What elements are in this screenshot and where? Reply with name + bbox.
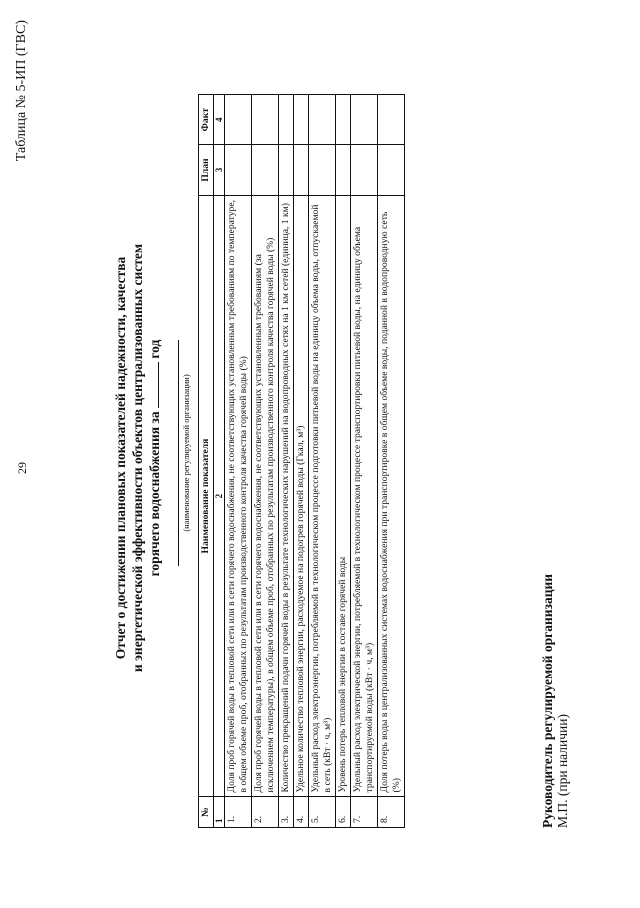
row-plan-value xyxy=(351,145,378,195)
row-indicator-name: Удельный расход электроэнергии, потребляемой в технологическом процессе подготовки питьевой воды на единицу объема воды, отпускаемой в сеть (кВт · ч, м³) xyxy=(309,195,336,797)
table-row xyxy=(252,95,279,828)
row-plan-value xyxy=(378,145,405,195)
table-row xyxy=(351,95,378,828)
row-indicator-name: Количество прекращений подачи горячей воды в результате технологических нарушений на водопроводных сетях на 1 км сетей (единица, 1 км) xyxy=(279,195,294,797)
index-cell: 2 xyxy=(214,195,225,797)
row-indicator-name: Доля потерь воды в централизованных системах водоснабжения при транспортировке в общем объеме воды, поданной в водопроводную сеть (%) xyxy=(378,195,405,797)
signature-head: Руководитель регулируемой организации xyxy=(540,573,555,828)
table-label: Таблица № 5-ИП (ГВС) xyxy=(14,20,29,162)
title-line-3 xyxy=(146,178,163,738)
indicators-table xyxy=(198,94,405,828)
index-cell: 3 xyxy=(214,145,225,195)
row-fact-value xyxy=(252,95,279,145)
row-indicator-name: Уровень потерь тепловой энергии в составе горячей воды xyxy=(336,195,351,797)
page-number: 29 xyxy=(15,462,29,474)
row-number: 6. xyxy=(336,797,351,828)
index-cell: 1 xyxy=(214,797,225,828)
signature-block xyxy=(540,574,570,828)
row-fact-value xyxy=(309,95,336,145)
title-line-2: и энергетической эффективности объектов централизованных систем xyxy=(130,243,145,673)
row-number: 3. xyxy=(279,797,294,828)
header-plan: План xyxy=(199,145,214,195)
table-index-row xyxy=(214,95,225,828)
year-blank xyxy=(147,362,159,408)
index-cell: 4 xyxy=(214,95,225,145)
header-number: № xyxy=(199,797,214,828)
row-indicator-name: Удельный расход электрической энергии, потребляемой в технологическом процессе транспортировки питьевой воды, на единицу объема транспортируемой воды (кВт · ч, м³) xyxy=(351,195,378,797)
row-number: 1. xyxy=(225,797,252,828)
table-row xyxy=(309,95,336,828)
row-fact-value xyxy=(294,95,309,145)
seal-note: М.П. (при наличии) xyxy=(555,714,570,828)
row-plan-value xyxy=(336,145,351,195)
title-line-3-end: год xyxy=(147,339,162,359)
row-plan-value xyxy=(225,145,252,195)
table-row xyxy=(378,95,405,828)
table-row xyxy=(225,95,252,828)
table-row xyxy=(336,95,351,828)
title-line-1: Отчет о достижении плановых показателей надежности, качества xyxy=(113,256,128,660)
title-line-3-start: горячего водоснабжения за xyxy=(147,411,162,577)
row-number: 5. xyxy=(309,797,336,828)
header-fact: Факт xyxy=(199,95,214,145)
row-number: 8. xyxy=(378,797,405,828)
row-indicator-name: Доля проб горячей воды в тепловой сети или в сети горячего водоснабжения, не соответствующих установленным требованиям по температуре, в общем объеме проб, отобранных по результатам производственного контроля качества горячей воды (%) xyxy=(225,195,252,797)
row-plan-value xyxy=(252,145,279,195)
row-number: 2. xyxy=(252,797,279,828)
table-row xyxy=(279,95,294,828)
row-fact-value xyxy=(336,95,351,145)
row-fact-value xyxy=(279,95,294,145)
org-name-line xyxy=(178,340,179,566)
row-indicator-name: Удельное количество тепловой энергии, расходуемое на подогрев горячей воды (Гкал, м³) xyxy=(294,195,309,797)
row-plan-value xyxy=(294,145,309,195)
table-header-row xyxy=(199,95,214,828)
row-number: 7. xyxy=(351,797,378,828)
row-number: 4. xyxy=(294,797,309,828)
row-fact-value xyxy=(378,95,405,145)
row-plan-value xyxy=(279,145,294,195)
table-row xyxy=(294,95,309,828)
row-indicator-name: Доля проб горячей воды в тепловой сети или в сети горячего водоснабжения, не соответствующих установленным требованиям (за исключением температуры), в общем объеме проб, отобранных по результатам производственного контроля качества горячей воды (%) xyxy=(252,195,279,797)
report-title xyxy=(112,178,163,738)
header-name: Наименование показателя xyxy=(199,195,214,797)
row-fact-value xyxy=(225,95,252,145)
row-fact-value xyxy=(351,95,378,145)
org-name-caption: (наименование регулируемой организации) xyxy=(181,374,191,532)
row-plan-value xyxy=(309,145,336,195)
